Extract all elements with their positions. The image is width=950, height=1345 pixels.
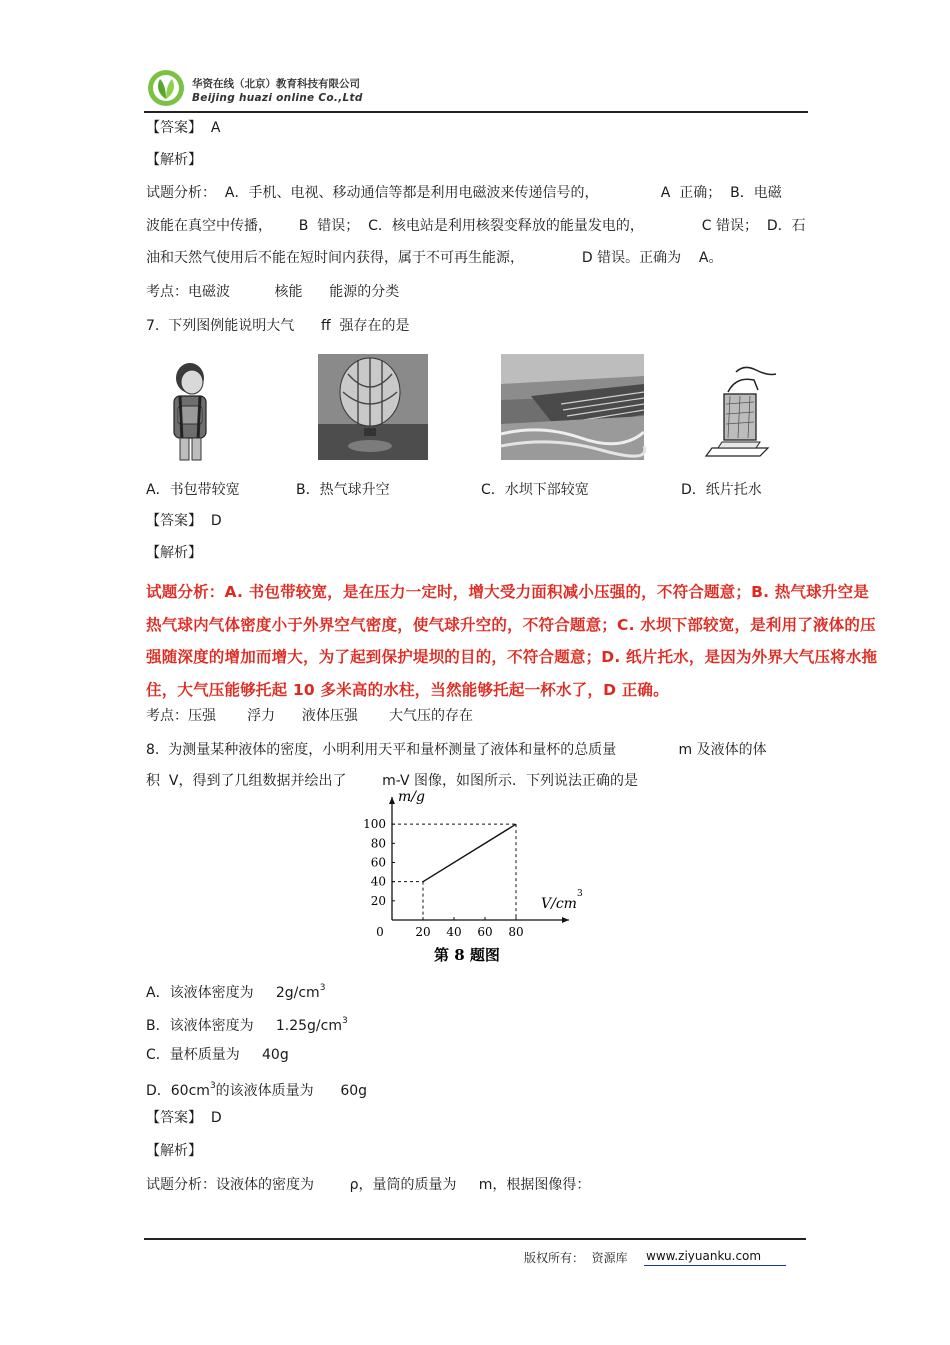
q7-analysis-label: 【解析】 <box>146 545 202 561</box>
q7-red-analysis-3: 强随深度的增加而增大，为了起到保护堤坝的目的，不符合题意；D. 纸片托水，是因为外界大气压将水拖 <box>146 648 878 666</box>
q6-kaodian: 考点：电磁波 核能 能源的分类 <box>146 284 400 300</box>
q7-option-c: C．水坝下部较宽 <box>481 482 589 498</box>
q8-option-d <box>146 1076 367 1101</box>
q8-option-b <box>146 1011 348 1036</box>
footer-divider <box>144 1238 806 1240</box>
y-tick-label: 20 <box>370 893 386 908</box>
footer-url-link[interactable]: www.ziyuanku.com <box>646 1249 762 1263</box>
q8-option-c: C．量杯质量为 40g <box>146 1047 289 1063</box>
q6-analysis-line-3: 油和天然气使用后不能在短时间内获得，属于不可再生能源， D 错误。正确为 A。 <box>146 250 723 266</box>
m-v-chart <box>360 789 600 968</box>
q8-stem-line-1: 8. 为测量某种液体的密度，小明利用天平和量杯测量了液体和量杯的总质量 m 及液体的体 <box>146 742 767 758</box>
answer-label: 【答案】 <box>146 1110 202 1126</box>
q7-option-a: A．书包带较宽 <box>146 482 240 498</box>
x-tick-label: 20 <box>415 925 431 939</box>
q6-answer <box>146 118 220 138</box>
company-logo <box>146 68 186 108</box>
x-tick-label: 60 <box>477 925 493 939</box>
q8-stem-line-2: 积 V，得到了几组数据并绘出了 m-V 图像，如图所示．下列说法正确的是 <box>146 773 638 789</box>
chart-caption: 第 8 题图 <box>434 946 500 964</box>
answer-value: D <box>210 1110 222 1126</box>
dam-image <box>501 354 644 460</box>
footer-copyright: 版权所有： 资源库 <box>524 1251 628 1265</box>
option-a-text: A．该液体密度为 2g/cm <box>146 985 320 1001</box>
answer-value: A <box>210 120 221 136</box>
q7-kaodian: 考点：压强 浮力 液体压强 大气压的存在 <box>146 708 474 724</box>
x-axis-label-sup: 3 <box>577 889 583 899</box>
q6-analysis-line-1: 试题分析： A．手机、电视、移动通信等都是利用电磁波来传递信号的， A 正确； B．电磁 <box>146 185 782 201</box>
q8-analysis-line-1: 试题分析：设液体的密度为 ρ，量筒的质量为 m，根据图像得： <box>146 1177 591 1193</box>
q7-option-b: B．热气球升空 <box>296 482 390 498</box>
q6-analysis-label: 【解析】 <box>146 152 202 168</box>
company-name-cn: 华资在线（北京）教育科技有限公司 <box>192 78 360 90</box>
option-b-text: B．该液体密度为 1.25g/cm <box>146 1018 342 1034</box>
y-axis-arrow <box>389 797 395 804</box>
x-axis-label: V/cm <box>541 896 577 912</box>
series-line <box>423 824 516 882</box>
y-axis-label: m/g <box>398 789 425 805</box>
answer-value: D <box>210 513 222 529</box>
x-axis-arrow <box>562 917 569 923</box>
q8-analysis-label: 【解析】 <box>146 1143 202 1159</box>
option-d-text-post: 的该液体质量为 60g <box>215 1083 368 1099</box>
option-a-sup: 3 <box>319 983 326 993</box>
m-v-chart-svg <box>360 789 600 968</box>
hot-air-balloon-image <box>318 354 428 460</box>
q7-red-analysis-4: 住，大气压能够托起 10 多米高的水柱，当然能够托起一杯水了，D 正确。 <box>146 681 669 699</box>
y-tick-label: 40 <box>370 874 386 889</box>
answer-label: 【答案】 <box>146 120 202 136</box>
q8-answer <box>146 1108 222 1128</box>
origin-label: 0 <box>376 925 384 939</box>
x-tick-label: 40 <box>446 925 462 939</box>
q8-option-a <box>146 978 325 1003</box>
paper-holds-water-image <box>706 362 786 460</box>
option-d-sup: 3 <box>209 1081 216 1091</box>
option-b-sup: 3 <box>341 1016 348 1026</box>
footer-url-underline <box>644 1265 786 1266</box>
q6-analysis-line-2: 波能在真空中传播， B 错误； C．核电站是利用核裂变释放的能量发电的， C 错误； D．石 <box>146 218 806 234</box>
q7-red-analysis-2: 热气球内气体密度小于外界空气密度，使气球升空的，不符合题意；C. 水坝下部较宽，是利用了液体的压 <box>146 616 876 634</box>
answer-label: 【答案】 <box>146 513 202 529</box>
q7-option-d: D．纸片托水 <box>681 482 762 498</box>
company-name-en: Beijing huazi online Co.,Ltd <box>192 92 363 104</box>
schoolboy-backpack-image <box>160 360 220 464</box>
y-tick-label: 80 <box>370 836 386 851</box>
y-tick-label: 60 <box>370 855 386 870</box>
x-tick-label: 80 <box>508 925 524 939</box>
q7-answer <box>146 511 222 531</box>
option-d-text-pre: D．60cm <box>146 1083 210 1099</box>
q7-red-analysis-1: 试题分析：A. 书包带较宽，是在压力一定时，增大受力面积减小压强的，不符合题意；B. 热气球升空是 <box>146 583 869 601</box>
header-divider <box>144 111 808 113</box>
y-tick-label: 100 <box>363 817 386 832</box>
q7-stem: 7. 下列图例能说明大气 ff 强存在的是 <box>146 318 410 334</box>
